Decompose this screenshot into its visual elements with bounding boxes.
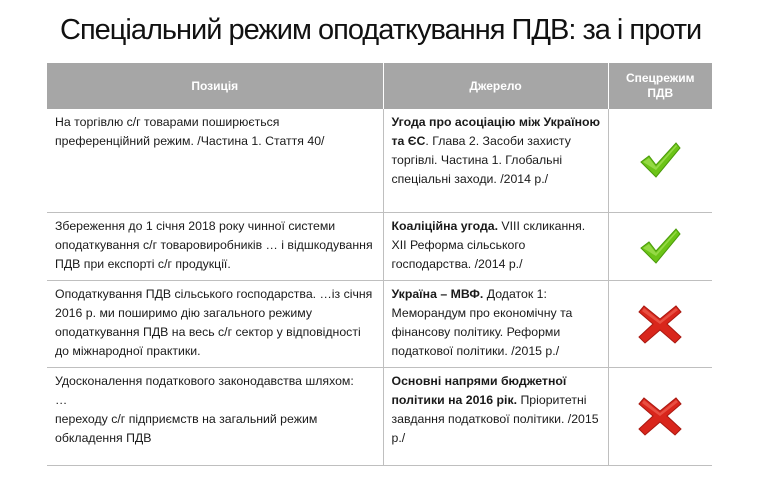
comparison-table (47, 63, 712, 466)
source-cell (383, 367, 608, 465)
position-cell: Оподаткування ПДВ сільського господарства. …із січня 2016 р. ми поширимо дію загального режиму оподаткування ПДВ на весь с/г сектор у відповідності до міжнародної практики. (47, 280, 383, 367)
regime-mark-cell (608, 109, 712, 212)
table-row (47, 367, 712, 465)
source-details: VIII скликання. XII Реформа сільського господарства. /2014 р./ (391, 218, 586, 271)
cross-icon (638, 396, 682, 436)
cross-icon (638, 304, 682, 344)
page-title: Спеціальний режим оподаткування ПДВ: за і проти (60, 14, 702, 46)
source-cell (383, 109, 608, 212)
table-row (47, 212, 712, 280)
table-row (47, 109, 712, 212)
table-header (47, 63, 712, 109)
position-cell: Удосконалення податкового законодавства шляхом: … переходу с/г підприємств на загальний режим обкладення ПДВ (47, 367, 383, 465)
check-icon (638, 226, 682, 266)
source-details: Пріоритетні завдання податкової політики. /2015 р./ (391, 392, 599, 445)
header-special-regime: Спецрежим ПДВ (608, 63, 712, 109)
source-title: Коаліційна угода. (391, 218, 499, 233)
header-source: Джерело (383, 63, 608, 109)
table-row (47, 280, 712, 367)
source-cell (383, 280, 608, 367)
position-cell: На торгівлю с/г товарами поширюється преференційний режим. /Частина 1. Стаття 40/ (47, 109, 383, 212)
source-cell (383, 212, 608, 280)
position-cell: Збереження до 1 січня 2018 року чинної системи оподаткування с/г товаровиробників … і відшкодування ПДВ при експорті с/г продукції. (47, 212, 383, 280)
header-position: Позиція (47, 63, 383, 109)
source-details: Додаток 1: Меморандум про економічну та фінансову політику. Реформи податкової політики. /2015 р./ (391, 286, 573, 358)
check-icon (638, 140, 682, 180)
regime-mark-cell (608, 212, 712, 280)
source-details: . Глава 2. Засоби захисту торгівлі. Частина 1. Глобальні спеціальні заходи. /2014 р./ (391, 134, 571, 186)
regime-mark-cell (608, 367, 712, 465)
source-title: Україна – МВФ. (391, 286, 484, 301)
source-title: Угода про асоціацію між Україною та ЄС (391, 115, 601, 148)
regime-mark-cell (608, 280, 712, 367)
source-title: Основні напрями бюджетної політики на 2016 рік. (391, 373, 567, 407)
